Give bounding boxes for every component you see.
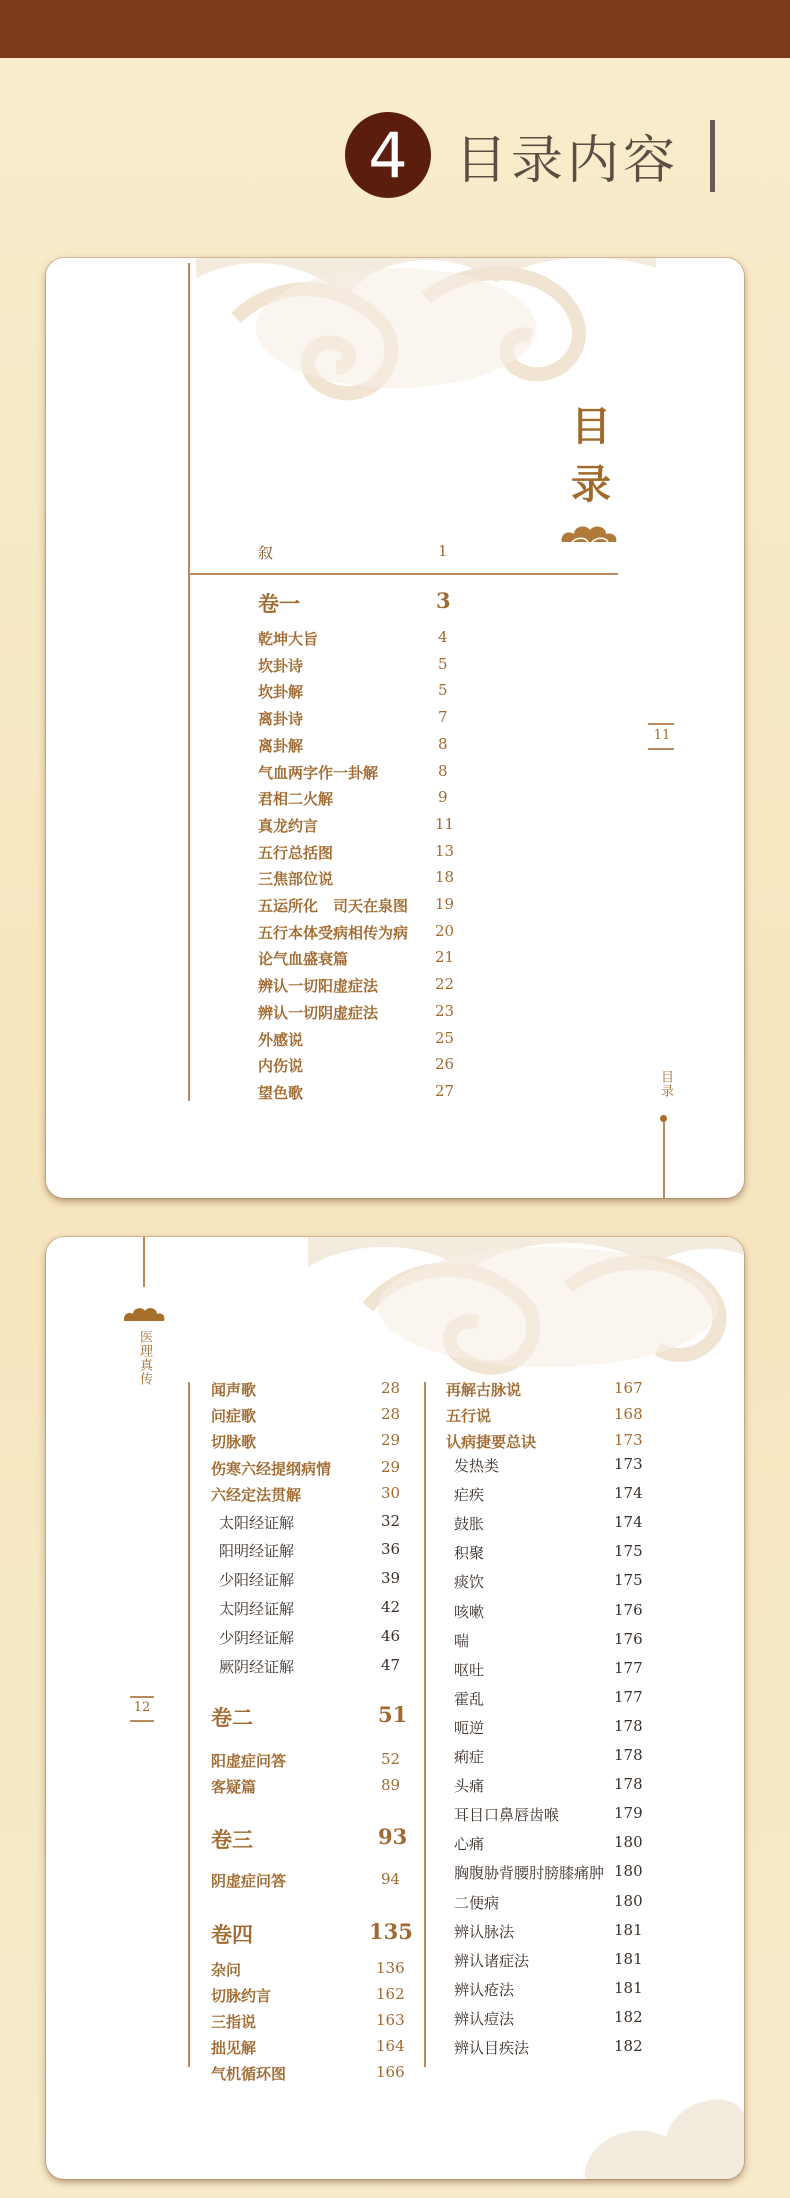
title-divider: [710, 120, 715, 192]
toc-entry-label: 发热类: [454, 1457, 500, 1475]
toc-entry-page: 28: [381, 1405, 401, 1423]
toc-entry-page: 177: [614, 1658, 643, 1677]
volume-label: 卷四: [211, 1922, 253, 1947]
left-column-rule: [188, 1382, 190, 2067]
toc-entry-label: 五行本体受病相传为病: [258, 923, 409, 942]
toc-entry-page: 20: [435, 921, 455, 940]
toc-entry-page: 166: [376, 2063, 405, 2081]
page-number-rule: [130, 1696, 154, 1698]
running-head: 医理真传: [137, 1330, 152, 1386]
toc-entry-label: 外感说: [258, 1030, 304, 1049]
toc-entry-label: 厥阴经证解: [219, 1658, 295, 1676]
toc-entry-page: 19: [435, 895, 455, 913]
toc-entry-page: 174: [614, 1513, 643, 1532]
toc-entry-page: 36: [381, 1540, 401, 1558]
toc-entry-page: 179: [614, 1804, 643, 1823]
toc-entry-page: 167: [614, 1379, 643, 1397]
toc-entry-page: 39: [381, 1569, 401, 1587]
toc-entry-page: 52: [381, 1750, 401, 1768]
volume-label: 卷三: [211, 1827, 253, 1852]
toc-entry-page: 176: [614, 1629, 643, 1648]
top-banner: [0, 0, 790, 58]
toc-entry-label: 叙: [258, 544, 274, 562]
toc-title: [566, 398, 616, 514]
toc-entry-page: 21: [435, 948, 455, 967]
toc-entry-label: 阴虚症问答: [211, 1872, 287, 1890]
toc-entry-page: 13: [435, 841, 455, 860]
toc-entry-label: 再解古脉说: [446, 1381, 522, 1399]
toc-entry-page: 180: [614, 1833, 643, 1852]
toc-entry-page: 9: [438, 788, 448, 807]
toc-entry-label: 辨认一切阴虚症法: [258, 1003, 379, 1022]
toc-entry-label: 客疑篇: [211, 1778, 257, 1796]
toc-entry-label: 阳虚症问答: [211, 1752, 287, 1770]
column-divider: [424, 1382, 426, 2067]
toc-entry-label: 论气血盛衰篇: [258, 950, 349, 969]
toc-entry-label: 内伤说: [258, 1057, 304, 1076]
toc-entry-label: 辨认痘法: [454, 2009, 515, 2028]
toc-entry-label: 三指说: [211, 2013, 257, 2031]
section-divider: [188, 573, 618, 575]
toc-title-char: 录: [571, 461, 611, 508]
toc-entry-page: 5: [438, 654, 448, 673]
toc-entry-label: 胸腹胁背腰肘膀膝痛肿: [454, 1864, 605, 1883]
toc-entry-page: 26: [435, 1055, 455, 1074]
left-margin-rule: [188, 263, 190, 1101]
toc-entry-label: 霍乱: [454, 1689, 485, 1708]
cloud-watermark: [308, 1237, 744, 1387]
toc-entry-label: 辨认一切阳虚症法: [258, 977, 379, 996]
toc-page-12: [46, 1237, 744, 2179]
toc-entry-page: 180: [614, 1862, 643, 1881]
toc-entry-page: 174: [614, 1484, 643, 1503]
toc-entry-page: 25: [435, 1028, 455, 1047]
toc-entry-label: 问症歌: [211, 1407, 257, 1425]
toc-entry-page: 22: [435, 975, 455, 994]
page-number: 11: [653, 728, 671, 743]
toc-page-11: [46, 258, 744, 1198]
toc-entry-page: 178: [614, 1775, 643, 1794]
toc-entry-page: 177: [614, 1687, 643, 1706]
toc-entry-page: 18: [435, 868, 455, 887]
volume-page: 51: [378, 1702, 408, 1727]
toc-entry-page: 182: [614, 2007, 643, 2026]
toc-entry-label: 头痛: [454, 1777, 485, 1796]
toc-entry-page: 176: [614, 1600, 643, 1619]
toc-entry-page: 164: [376, 2037, 405, 2055]
toc-entry-page: 27: [435, 1081, 455, 1100]
toc-entry-page: 163: [376, 2011, 405, 2029]
toc-entry-label: 呃逆: [454, 1718, 485, 1737]
section-header: [345, 110, 679, 200]
toc-entry-page: 181: [614, 1978, 643, 1997]
toc-entry-page: 11: [435, 814, 455, 833]
toc-entry-label: 少阳经证解: [219, 1571, 295, 1589]
toc-entry-label: 杂问: [211, 1961, 242, 1979]
cloud-watermark-bottom: [566, 2077, 744, 2179]
toc-entry-label: 切脉约言: [211, 1987, 272, 2005]
toc-entry-page: 168: [614, 1405, 643, 1423]
toc-entry-label: 切脉歌: [211, 1433, 257, 1451]
toc-entry-page: 4: [438, 628, 448, 646]
cloud-ornament-icon: [122, 1303, 166, 1325]
toc-entry-page: 173: [614, 1431, 643, 1449]
toc-entry-label: 辨认诸症法: [454, 1951, 530, 1970]
volume-page: 135: [369, 1919, 413, 1944]
toc-entry-label: 辨认脉法: [454, 1922, 515, 1941]
toc-entry-page: 8: [438, 734, 448, 753]
toc-entry-page: 175: [614, 1571, 643, 1590]
volume-page: 93: [378, 1824, 408, 1849]
toc-entry-label: 辨认疮法: [454, 1980, 515, 1999]
toc-entry-page: 8: [438, 761, 448, 780]
cloud-watermark: [196, 258, 656, 418]
toc-entry-page: 30: [381, 1484, 401, 1502]
toc-entry-label: 五行说: [446, 1407, 492, 1425]
toc-entry-label: 乾坤大旨: [258, 630, 319, 648]
toc-entry-label: 三焦部位说: [258, 870, 334, 889]
toc-entry-label: 离卦诗: [258, 710, 304, 729]
toc-entry-page: 173: [614, 1455, 643, 1473]
volume-label: 卷二: [211, 1705, 253, 1730]
toc-entry-label: 辨认目疾法: [454, 2039, 530, 2057]
toc-entry-page: 5: [438, 681, 448, 700]
toc-entry-page: 1: [438, 542, 448, 560]
toc-entry-label: 拙见解: [211, 2039, 257, 2057]
running-head-dot: [660, 1115, 667, 1122]
section-title: 目录内容: [455, 130, 680, 191]
toc-entry-label: 积聚: [454, 1544, 485, 1563]
page-number-rule: [130, 1720, 154, 1722]
toc-entry-label: 少阴经证解: [219, 1629, 295, 1647]
page-number-rule: [648, 723, 674, 725]
toc-entry-label: 闻声歌: [211, 1381, 257, 1399]
toc-entry-page: 23: [435, 1001, 455, 1020]
toc-title-char: 目: [571, 403, 611, 450]
toc-entry-label: 六经定法贯解: [211, 1486, 302, 1504]
toc-entry-page: 136: [376, 1959, 405, 1977]
toc-entry-label: 痢症: [454, 1748, 485, 1766]
toc-entry-page: 162: [376, 1985, 405, 2003]
toc-entry-label: 痰饮: [454, 1573, 485, 1592]
toc-entry-label: 鼓胀: [454, 1515, 485, 1534]
cloud-ornament-icon: [558, 520, 620, 548]
running-head-rule: [143, 1237, 145, 1287]
toc-entry-label: 望色歌: [258, 1083, 304, 1102]
toc-entry-page: 94: [381, 1870, 401, 1888]
toc-entry-label: 二便病: [454, 1893, 500, 1912]
toc-entry-label: 坎卦诗: [258, 656, 304, 675]
toc-entry-page: 181: [614, 1920, 643, 1939]
page-number-rule: [648, 748, 674, 750]
toc-entry-label: 五行总括图: [258, 843, 334, 862]
toc-entry-page: 29: [381, 1431, 401, 1449]
toc-entry-page: 182: [614, 2037, 643, 2055]
running-head-rule: [663, 1118, 665, 1198]
section-number-badge: 4: [345, 112, 431, 198]
toc-entry-label: 伤寒六经提纲病情: [211, 1460, 332, 1478]
toc-entry-label: 气血两字作一卦解: [258, 763, 379, 782]
toc-entry-page: 47: [381, 1656, 401, 1674]
toc-entry-page: 178: [614, 1746, 643, 1764]
toc-entry-label: 离卦解: [258, 736, 304, 755]
toc-entry-label: 坎卦解: [258, 683, 304, 702]
toc-entry-label: 耳目口鼻唇齿喉: [454, 1806, 560, 1825]
volume-label: 卷一: [258, 591, 300, 616]
toc-entry-label: 阳明经证解: [219, 1542, 295, 1560]
toc-entry-page: 46: [381, 1627, 401, 1645]
toc-entry-page: 89: [381, 1776, 401, 1794]
toc-entry-label: 君相二火解: [258, 790, 334, 809]
toc-entry-label: 认病捷要总诀: [446, 1433, 537, 1451]
volume-page: 3: [436, 588, 451, 613]
toc-entry-page: 32: [381, 1512, 401, 1530]
page-number: 12: [133, 1700, 151, 1715]
toc-entry-page: 178: [614, 1716, 643, 1735]
toc-entry-label: 呕吐: [454, 1660, 485, 1679]
toc-entry-label: 气机循环图: [211, 2065, 287, 2083]
toc-entry-label: 喘: [454, 1631, 470, 1650]
toc-entry-page: 28: [381, 1379, 401, 1397]
running-head: 目录: [658, 1070, 673, 1098]
toc-entry-label: 太阳经证解: [219, 1514, 295, 1532]
toc-entry-page: 7: [438, 708, 448, 727]
toc-entry-label: 心痛: [454, 1835, 485, 1854]
toc-entry-page: 180: [614, 1891, 643, 1910]
toc-entry-label: 五运所化 司天在泉图: [258, 897, 409, 915]
toc-entry-label: 太阴经证解: [219, 1600, 295, 1618]
toc-entry-label: 咳嗽: [454, 1602, 485, 1621]
toc-entry-label: 真龙约言: [258, 816, 319, 835]
toc-entry-label: 疟疾: [454, 1486, 485, 1505]
toc-entry-page: 181: [614, 1949, 643, 1968]
toc-entry-page: 175: [614, 1542, 643, 1561]
toc-entry-page: 29: [381, 1458, 401, 1476]
toc-entry-page: 42: [381, 1598, 401, 1616]
